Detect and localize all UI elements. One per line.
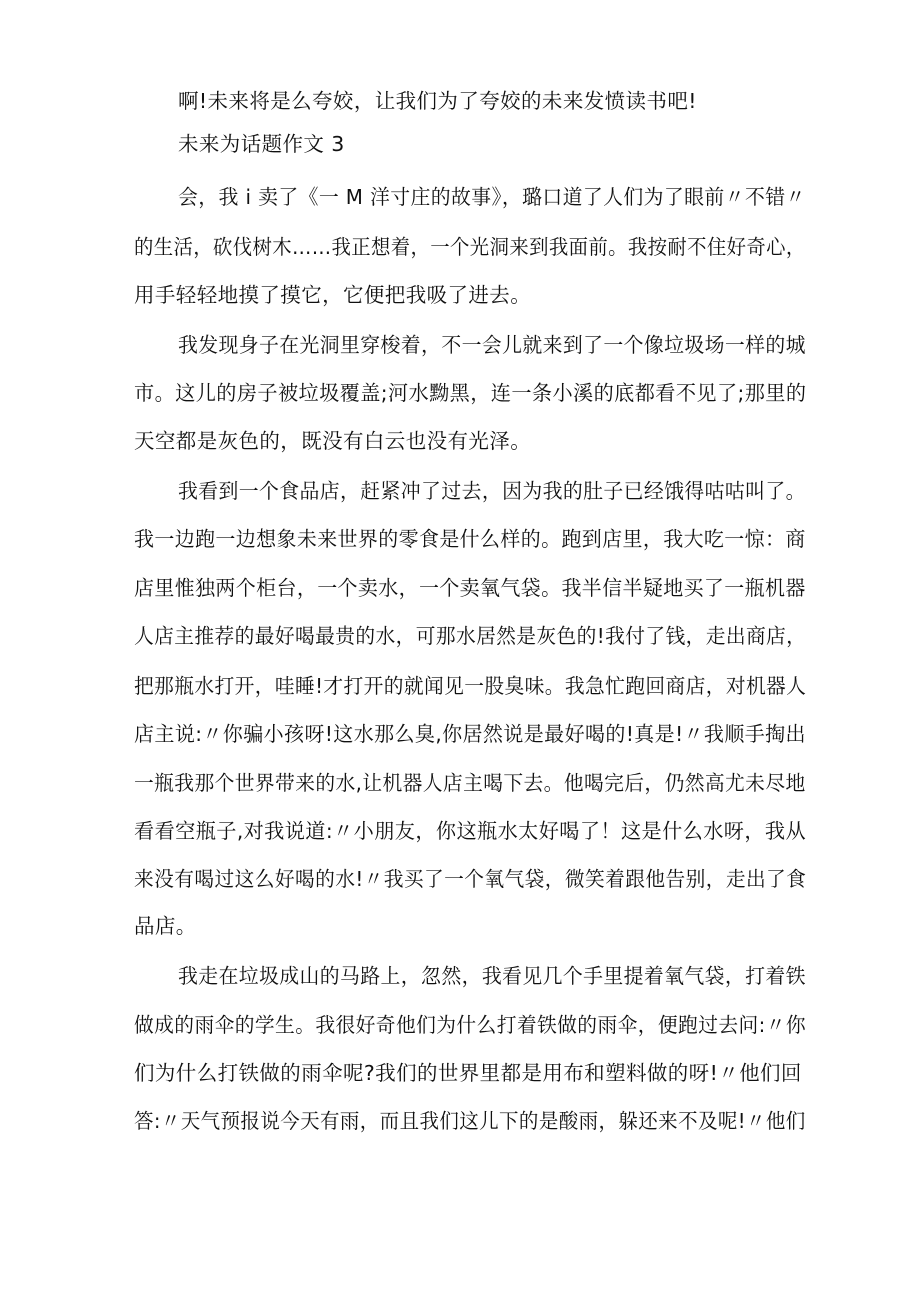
section-heading: 未来为话题作文 3 [178, 132, 345, 156]
text-line: 们为什么打铁做的雨伞呢?我们的世界里都是用布和塑料做的呀!〃他们回 [134, 1061, 802, 1085]
text-line: 人店主推荐的最好喝最贵的水，可那水居然是灰色的!我付了钱，走出商店， [134, 624, 807, 648]
text-line: 我看到一个食品店，赶紧冲了过去，因为我的肚子已经饿得咕咕叫了。 [178, 479, 806, 503]
text-line: 一瓶我那个世界带来的水,让机器人店主喝下去。他喝完后，仍然高尤未尽地 [134, 771, 806, 795]
text-line: 会，我 i 卖了《一 M 洋寸庄的故事》，璐口道了人们为了眼前〃不错〃 [178, 185, 806, 209]
text-line: 把那瓶水打开，哇睡!才打开的就闻见一股臭味。我急忙跑回商店，对机器人 [134, 674, 807, 698]
text-line: 品店。 [134, 914, 197, 938]
text-line: 看看空瓶子,对我说道:〃小朋友，你这瓶水太好喝了！这是什么水呀，我从 [134, 819, 807, 843]
text-line: 来没有喝过这么好喝的水!〃我买了一个氧气袋，微笑着跟他告别，走出了食 [134, 867, 807, 891]
text-line: 天空都是灰色的，既没有白云也没有光泽。 [134, 429, 532, 453]
text-line: 市。这儿的房子被垃圾覆盖;河水黝黑，连一条小溪的底都看不见了;那里的 [134, 381, 807, 405]
text-line: 店里惟独两个柜台，一个卖水，一个卖氧气袋。我半信半疑地买了一瓶机器 [134, 576, 806, 600]
text-line: 我发现身子在光洞里穿梭着，不一会儿就来到了一个像垃圾场一样的城 [178, 333, 806, 357]
text-line: 我一边跑一边想象未来世界的零食是什么样的。跑到店里，我大吃一惊：商 [134, 527, 806, 551]
text-line: 做成的雨伞的学生。我很好奇他们为什么打着铁做的雨伞，便跑过去问:〃你 [134, 1013, 807, 1037]
text-line: 啊!未来将是么夸姣，让我们为了夸姣的未来发愤读书吧! [178, 89, 697, 113]
text-line: 店主说:〃你骗小孩呀!这水那么臭,你居然说是最好喝的!真是!〃我顺手掏出 [134, 722, 806, 746]
text-line: 的生活，砍伐树木……我正想着，一个光洞来到我面前。我按耐不住好奇心， [134, 235, 806, 259]
text-line: 答:〃天气预报说今天有雨，而且我们这儿下的是酸雨，躲还来不及呢!〃他们 [134, 1109, 806, 1133]
text-line: 我走在垃圾成山的马路上，忽然，我看见几个手里提着氧气袋，打着铁 [178, 964, 806, 988]
text-line: 用手轻轻地摸了摸它，它便把我吸了进去。 [134, 283, 532, 307]
